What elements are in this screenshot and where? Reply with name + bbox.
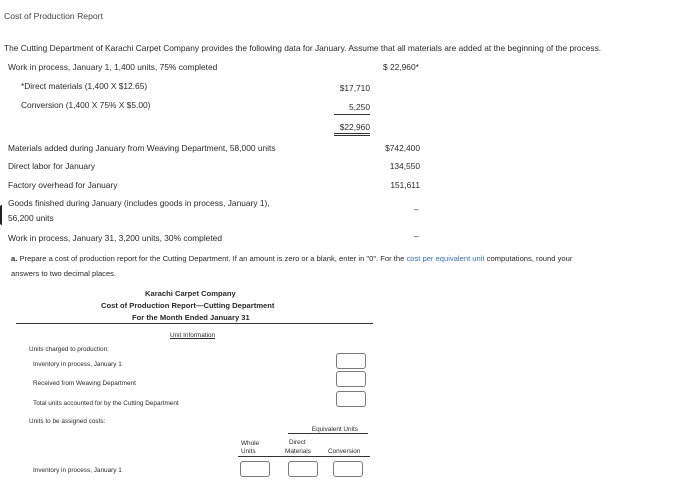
wip-total-amount: $22,960 [339,122,370,132]
page-title: Cost of Production Report [4,11,103,21]
inventory-direct-materials-input[interactable] [288,461,318,477]
question-text: a. Prepare a cost of production report for the Cutting Department. If an amount is zero or a blank, enter in "0". For the cost per equivalent unit computations, round your [11,254,573,263]
direct-materials-label: *Direct materials (1,400 X $12.65) [21,81,148,91]
report-period: For the Month Ended January 31 [132,313,250,322]
total-units-input[interactable] [336,391,366,407]
units-heading: Units [241,448,256,455]
wip-jan31-label: Work in process, January 31, 3,200 units, 30% completed [8,233,222,243]
direct-labor-label: Direct labor for January [8,161,96,171]
problem-intro: The Cutting Department of Karachi Carpet Company provides the following data for January. Assume that all materials are added at the beginning of the process. [4,43,602,53]
wip-jan1-label: Work in process, January 1, 1,400 units, 75% completed [8,62,218,72]
received-units-input[interactable] [336,371,366,387]
report-header-rule [16,323,373,324]
received-label: Received from Weaving Department [33,380,136,387]
factory-overhead-label: Factory overhead for January [8,180,118,190]
wip-jan1-amount: $ 22,960* [383,62,419,72]
goods-finished-units: 56,200 units [8,213,54,223]
report-company: Karachi Carpet Company [145,289,236,298]
equivalent-units-rule [288,433,368,434]
cost-per-equivalent-unit-link[interactable]: cost per equivalent unit [406,254,485,263]
subtotal-rule [334,114,370,115]
materials-added-amount: $742,400 [385,143,420,153]
direct-materials-amount: $17,710 [339,83,370,93]
inventory-conversion-input[interactable] [333,461,363,477]
direct-labor-amount: 134,550 [389,161,420,171]
goods-finished-amount: – [414,204,419,214]
whole-heading: Whole [241,440,260,447]
total-units-label: Total units accounted for by the Cutting Department [33,400,179,407]
units-charged-label: Units charged to production: [29,346,109,353]
inventory-jan1-label: Inventory in process, January 1 [33,361,122,368]
inventory-jan1-assigned-label: Inventory in process, January 1 [33,467,122,474]
inventory-whole-units-input[interactable] [240,461,270,477]
conversion-heading: Conversion [328,448,361,455]
inventory-jan1-units-input[interactable] [336,353,366,369]
factory-overhead-amount: 151,611 [390,180,420,190]
conversion-amount: 5,250 [349,102,370,112]
unit-information-heading: Unit Information [170,332,216,339]
materials-added-label: Materials added during January from Weaving Department, 58,000 units [8,143,276,153]
total-rule-1 [334,133,370,134]
column-header-rule [238,456,370,457]
wip-jan31-amount: – [414,231,419,241]
question-text-cont: answers to two decimal places. [11,269,117,278]
report-title: Cost of Production Report—Cutting Department [101,301,275,310]
goods-finished-label: Goods finished during January (includes goods in process, January 1), [8,198,270,208]
equivalent-units-heading: Equivalent Units [311,426,358,433]
direct-heading: Direct [289,439,306,446]
materials-heading: Materials [285,448,311,455]
conversion-label: Conversion (1,400 X 75% X $5.00) [21,100,151,110]
units-assigned-label: Units to be assigned costs: [29,418,106,425]
question-prefix: a. [11,254,18,263]
total-rule-2 [334,135,370,136]
bullet-marker [0,205,7,225]
